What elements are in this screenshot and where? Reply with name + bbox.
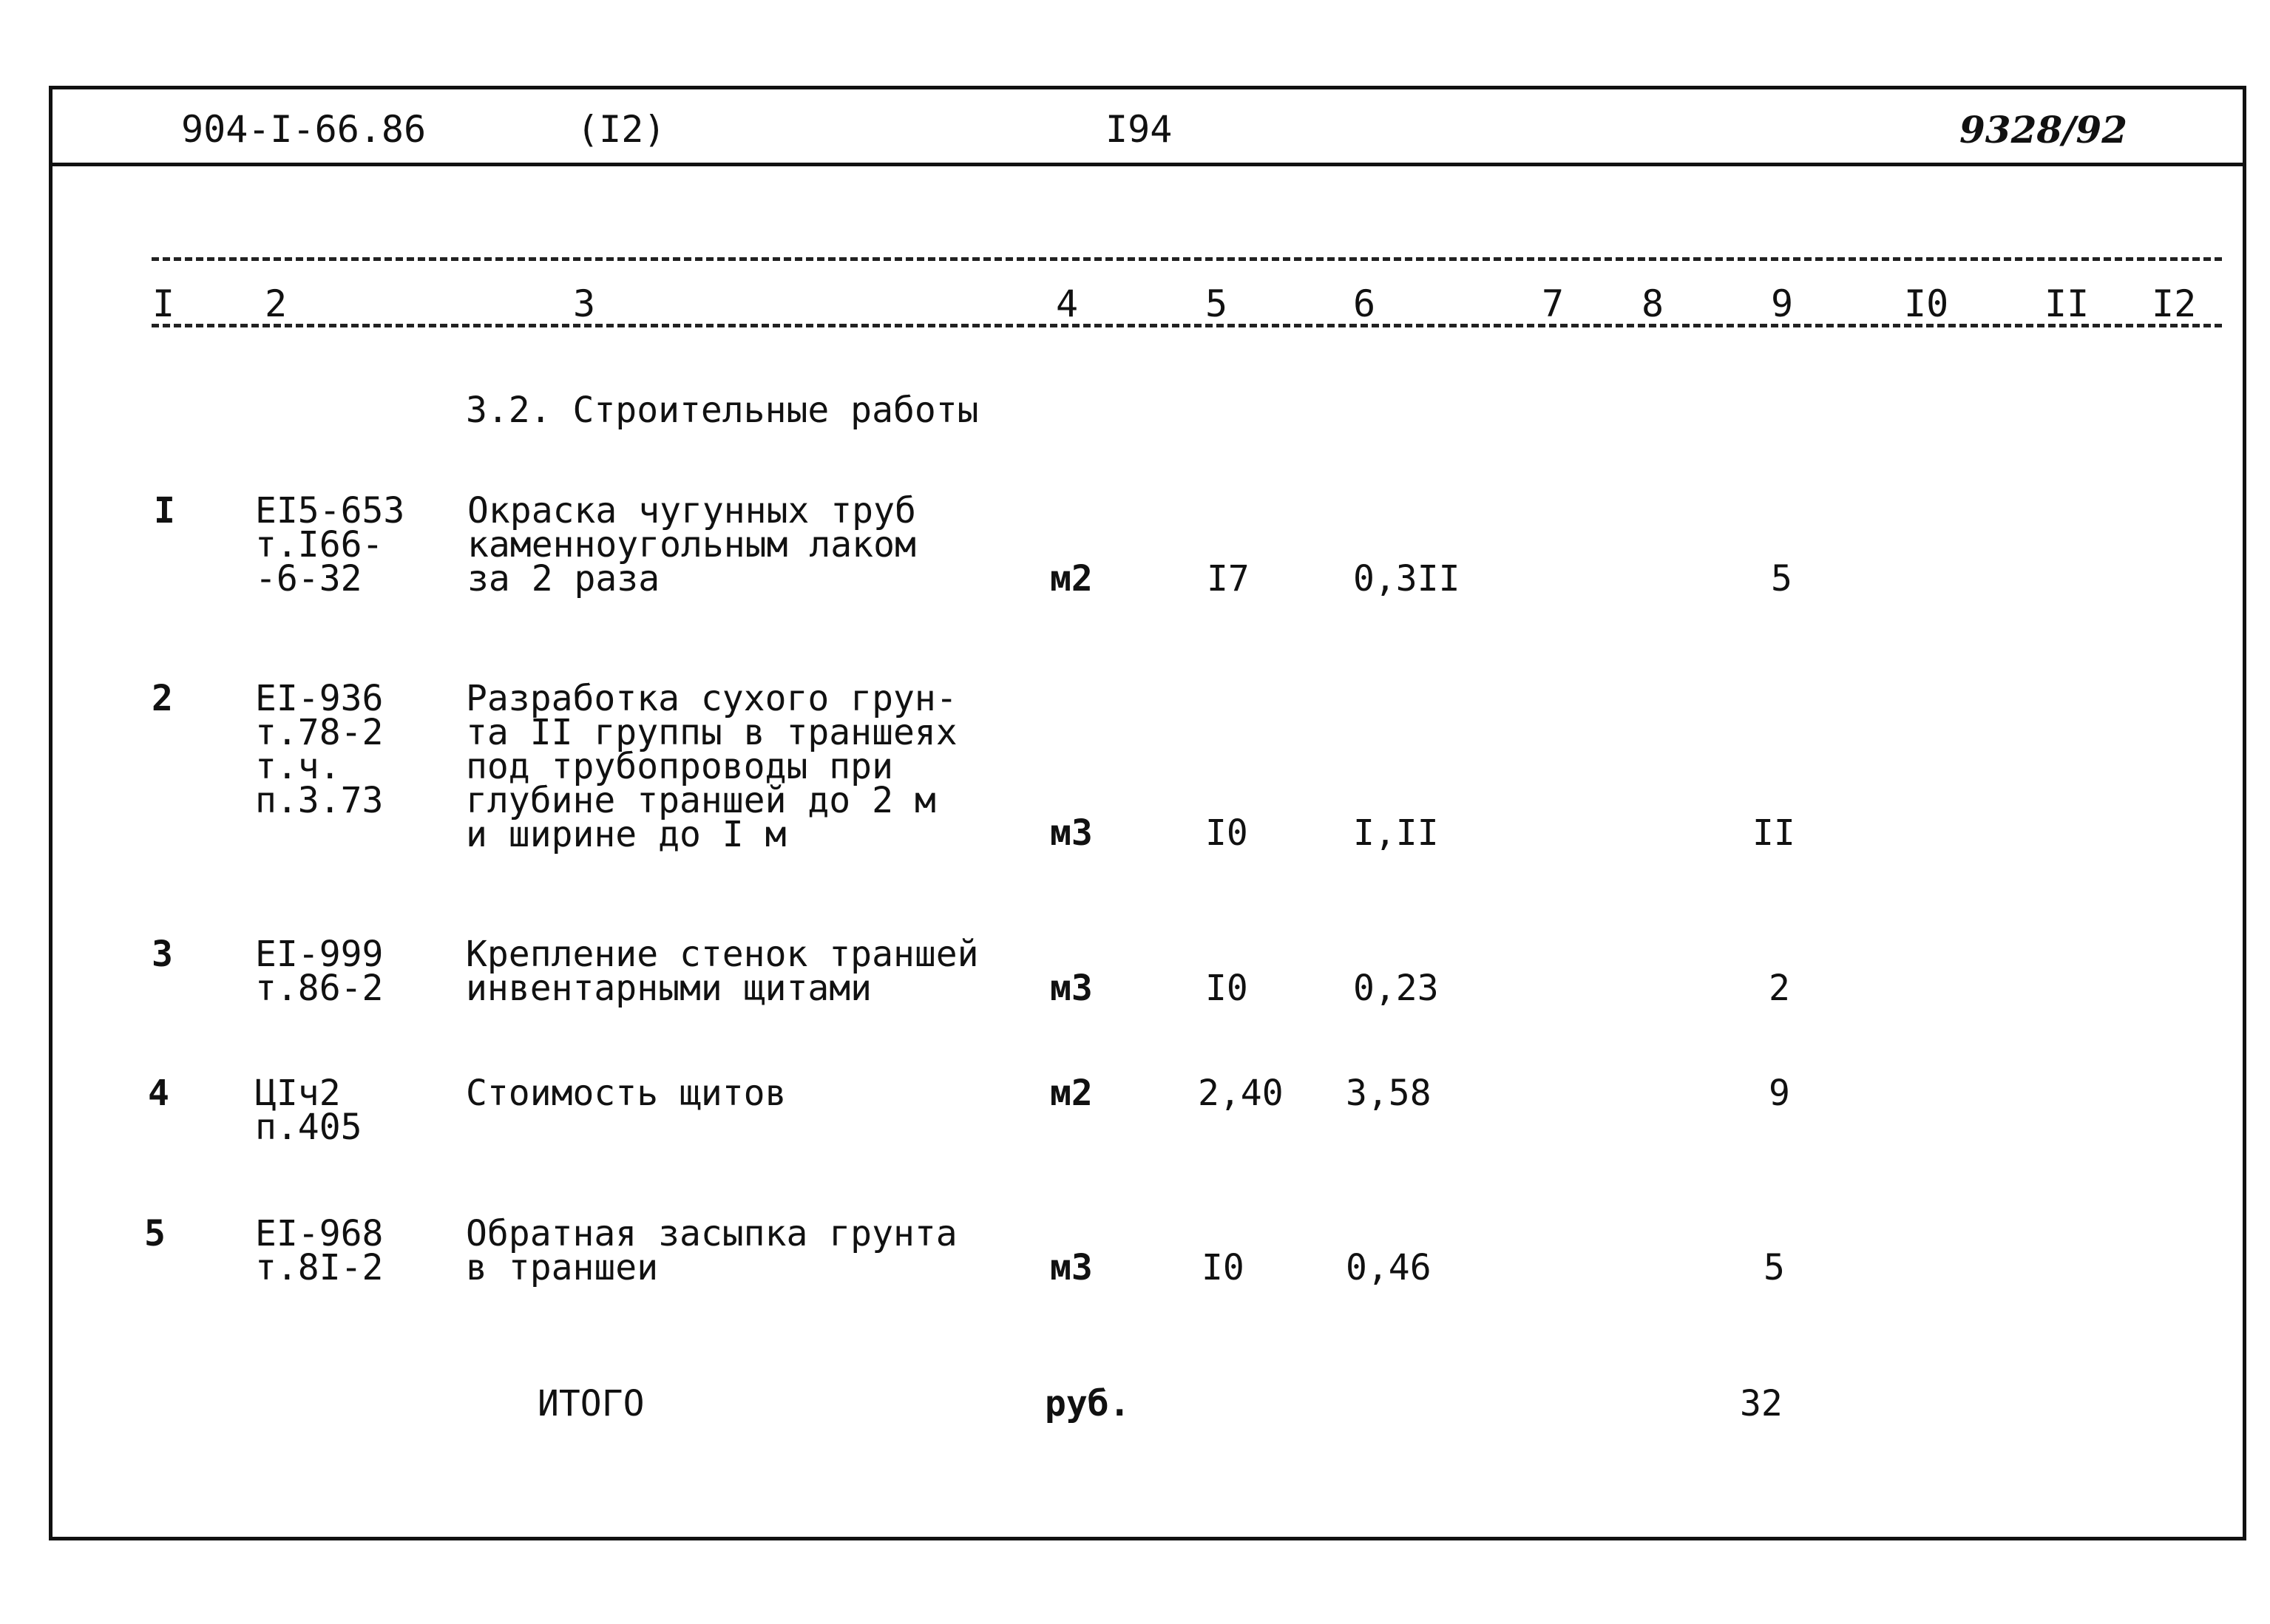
page-number: I94 [1105, 108, 1173, 151]
summary-unit: руб. [1045, 1383, 1131, 1424]
column-number: 3 [573, 282, 596, 325]
column-number: I0 [1904, 282, 1949, 325]
row-unit: м2 [1050, 1073, 1093, 1114]
row-total: II [1752, 812, 1795, 854]
row-number: 2 [152, 678, 173, 719]
column-number: 6 [1353, 282, 1376, 325]
header-divider [49, 163, 2246, 166]
dashed-rule-top [152, 257, 2222, 261]
row-price: 3,58 [1346, 1073, 1432, 1114]
row-quantity: I0 [1205, 812, 1248, 854]
column-number: I2 [2152, 282, 2197, 325]
column-number: 8 [1641, 282, 1664, 325]
column-number: II [2044, 282, 2090, 325]
row-unit: м3 [1050, 1247, 1093, 1288]
column-number: 9 [1771, 282, 1794, 325]
row-unit: м3 [1050, 968, 1093, 1009]
sheet-number: (I2) [577, 108, 666, 151]
row-code: EI-968 т.8I-2 [255, 1213, 384, 1288]
row-total: 2 [1769, 968, 1790, 1009]
row-number: 4 [148, 1073, 169, 1114]
column-number: 2 [265, 282, 288, 325]
row-price: 0,46 [1346, 1247, 1432, 1288]
column-number: 7 [1542, 282, 1565, 325]
column-number: 5 [1205, 282, 1228, 325]
row-description: Стоимость щитов [466, 1073, 787, 1114]
row-quantity: I0 [1205, 968, 1248, 1009]
row-quantity: I0 [1202, 1247, 1244, 1288]
column-number: I [152, 282, 175, 325]
row-description: Разработка сухого грун- та II группы в траншеях под трубопроводы при глубине траншей до 2 м и ширине до I м [466, 678, 958, 855]
row-total: 9 [1769, 1073, 1790, 1114]
row-number: 5 [144, 1213, 166, 1254]
row-code: ЦIч2 п.405 [255, 1073, 362, 1148]
row-quantity: 2,40 [1198, 1073, 1284, 1114]
document-code: 904-I-66.86 [181, 108, 427, 151]
summary-label: ИТОГО [538, 1383, 645, 1424]
row-description: Окраска чугунных труб каменноугольным лаком за 2 раза [467, 490, 916, 599]
summary-total: 32 [1740, 1383, 1783, 1424]
row-price: 0,23 [1353, 968, 1439, 1009]
row-total: 5 [1764, 1247, 1785, 1288]
row-unit: м3 [1050, 812, 1093, 854]
row-code: EI-936 т.78-2 т.ч. п.3.73 [255, 678, 384, 821]
row-price: I,II [1353, 812, 1439, 854]
row-code: EI5-653 т.I66- -6-32 [255, 490, 405, 599]
row-price: 0,3II [1353, 558, 1460, 599]
column-number: 4 [1056, 282, 1079, 325]
stamp-number: 9328/92 [1959, 108, 2128, 152]
row-code: EI-999 т.86-2 [255, 934, 384, 1009]
row-total: 5 [1771, 558, 1792, 599]
row-number: I [154, 490, 175, 531]
row-quantity: I7 [1207, 558, 1250, 599]
row-number: 3 [152, 934, 173, 975]
row-description: Крепление стенок траншей инвентарными щитами [466, 934, 979, 1009]
section-title: 3.2. Строительные работы [466, 390, 979, 431]
row-unit: м2 [1050, 558, 1093, 599]
row-description: Обратная засыпка грунта в траншеи [466, 1213, 958, 1288]
